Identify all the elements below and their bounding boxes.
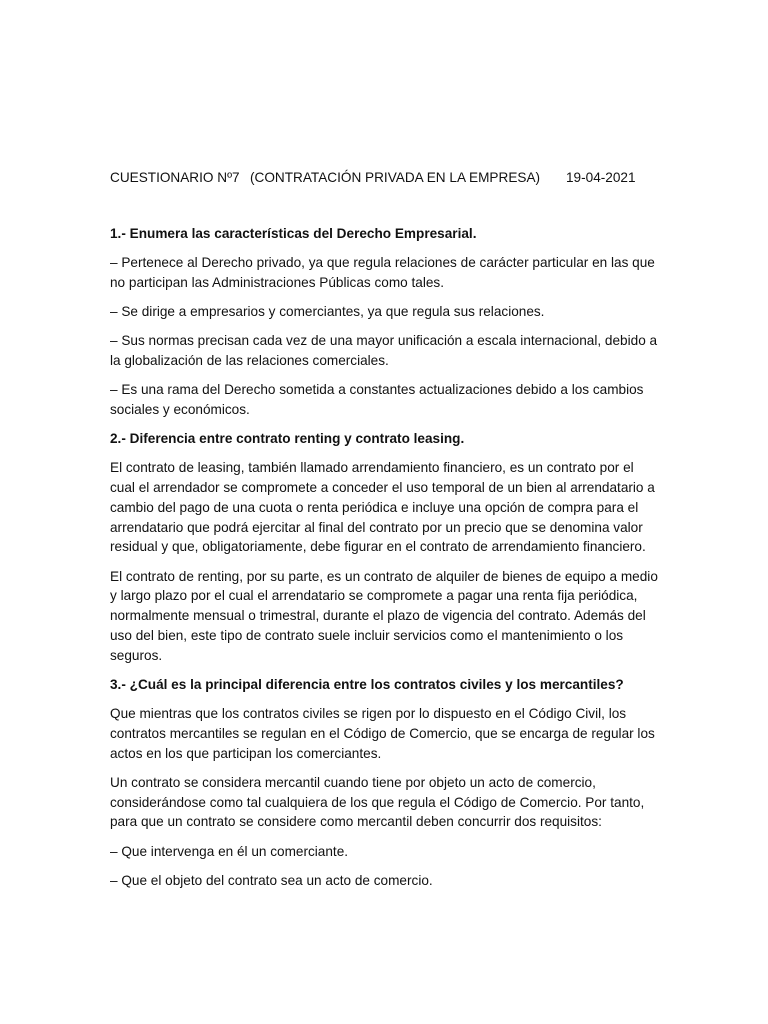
paragraph: – Que el objeto del contrato sea un acto de comercio. [110, 873, 433, 889]
document-date: 19-04-2021 [566, 170, 636, 185]
section-1 [110, 224, 662, 420]
paragraph: El contrato de leasing, también llamado arrendamiento financiero, es un contrato por el cual el arrendador se compromete a conceder el uso temporal de un bien al arrendatario a cambio del pago de una cuota o renta periódica e incluye una opción de compra para el arrendatario que podrá ejercitar al final del contrato por un precio que se denomina valor residual y que, obligatoriamente, debe figurar en el contrato de arrendamiento financiero. [110, 460, 655, 555]
section-2 [110, 429, 662, 665]
paragraph: Que mientras que los contratos civiles se rigen por lo dispuesto en el Código Civil, los contratos mercantiles se regulan en el Código de Comercio, que se encarga de regular los actos en los que participan los comerciantes. [110, 705, 655, 761]
document-title: CUESTIONARIO Nº7 [110, 170, 240, 185]
paragraph: – Es una rama del Derecho sometida a constantes actualizaciones debido a los cambios sociales y económicos. [110, 382, 644, 418]
paragraph: – Pertenece al Derecho privado, ya que regula relaciones de carácter particular en las que no participan las Administraciones Públicas como tales. [110, 254, 655, 290]
paragraph: Un contrato se considera mercantil cuando tiene por objeto un acto de comercio, considerándose como tal cualquiera de los que regula el Código de Comercio. Por tanto, para que un contrato se considere como mercantil deben concurrir dos requisitos: [110, 774, 645, 830]
question-3: 3.- ¿Cuál es la principal diferencia entre los contratos civiles y los mercantiles? [110, 677, 624, 693]
document-page [110, 168, 662, 900]
question-2: 2.- Diferencia entre contrato renting y contrato leasing. [110, 431, 465, 447]
document-subtitle: (CONTRATACIÓN PRIVADA EN LA EMPRESA) [250, 170, 541, 185]
question-1: 1.- Enumera las características del Derecho Empresarial. [110, 226, 477, 241]
section-3 [110, 675, 662, 891]
paragraph: – Se dirige a empresarios y comerciantes, ya que regula sus relaciones. [110, 303, 545, 319]
paragraph: El contrato de renting, por su parte, es un contrato de alquiler de bienes de equipo a medio y largo plazo por el cual el arrendatario se compromete a pagar una renta fija periódica, normalmente mensual o trimestral, durante el plazo de vigencia del contrato. Además del uso del bien, este tipo de contrato suele incluir servicios como el mantenimiento o los seguros. [110, 568, 658, 663]
document-header [110, 168, 662, 188]
paragraph: – Sus normas precisan cada vez de una mayor unificación a escala internacional, debido a la globalización de las relaciones comerciales. [110, 333, 658, 368]
paragraph: – Que intervenga en él un comerciante. [110, 843, 349, 859]
